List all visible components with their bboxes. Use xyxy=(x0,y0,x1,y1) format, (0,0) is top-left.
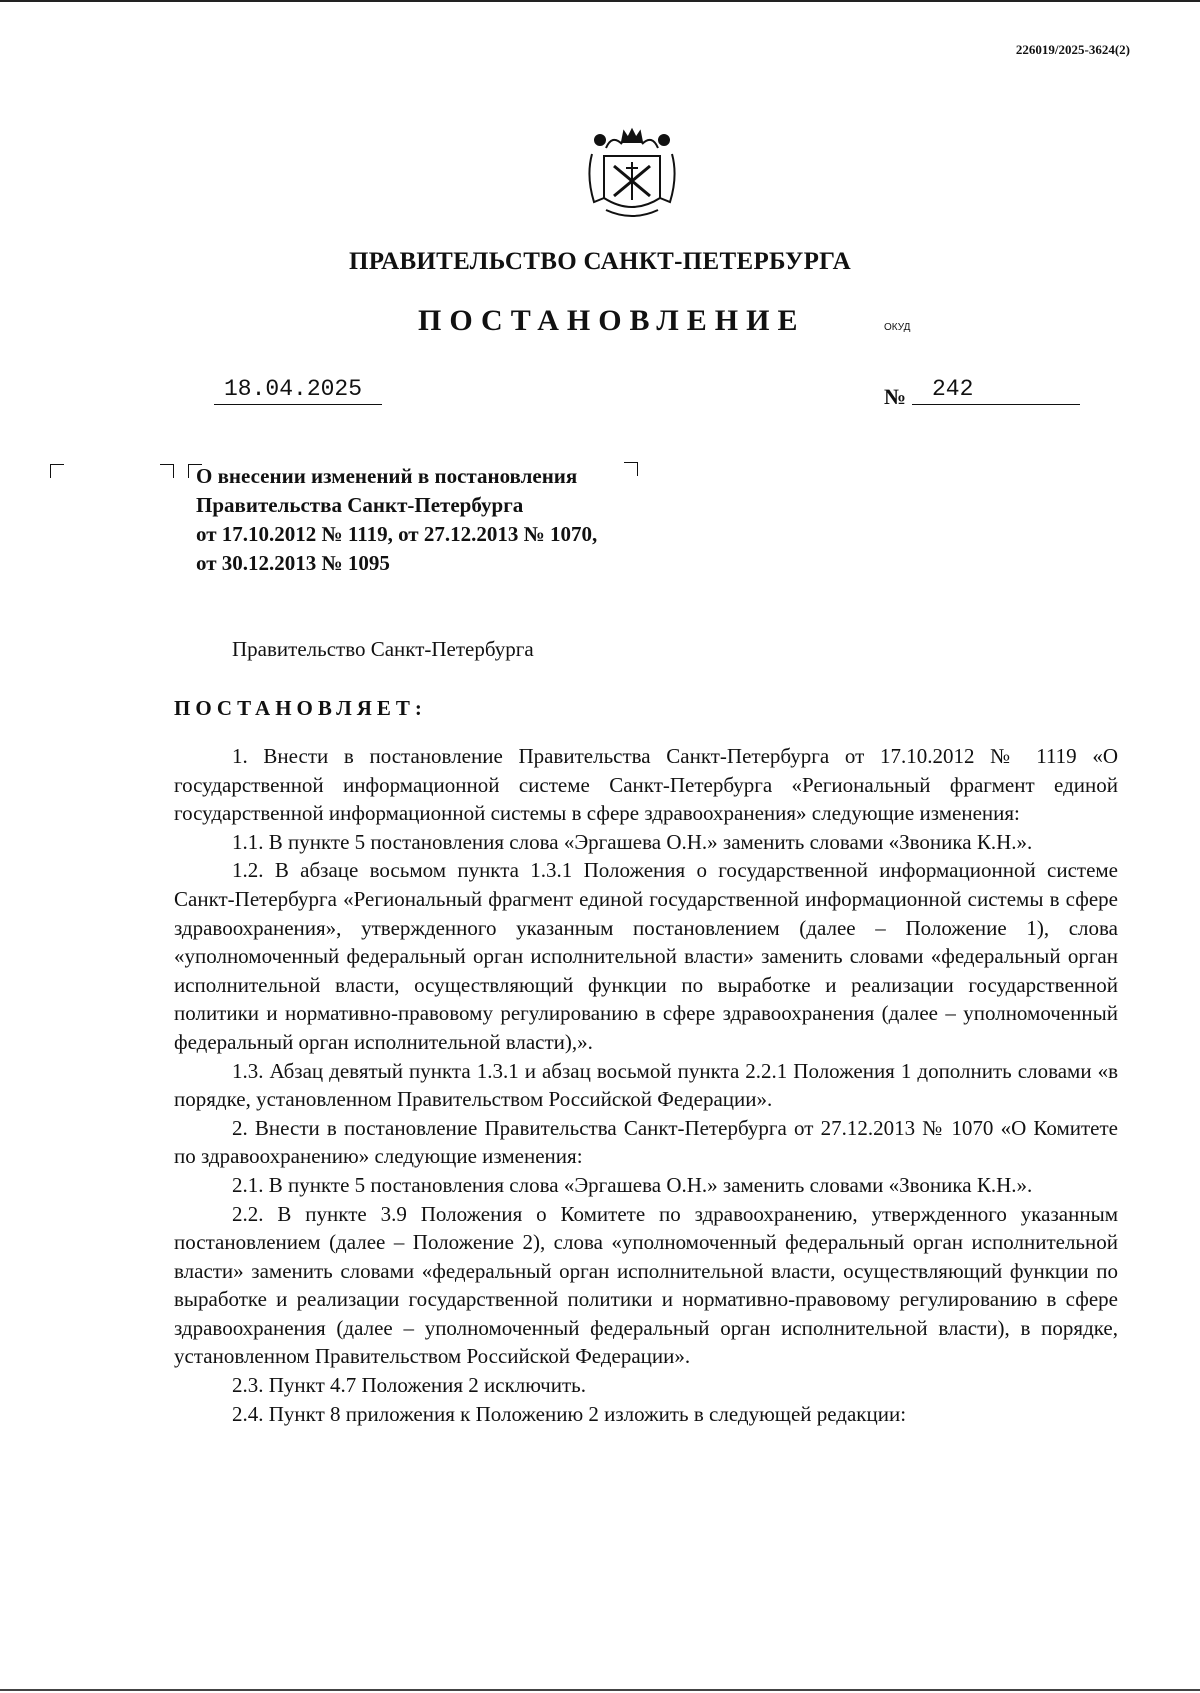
government-title: ПРАВИТЕЛЬСТВО САНКТ-ПЕТЕРБУРГА xyxy=(348,248,852,275)
document-subject xyxy=(196,462,676,578)
corner-mark xyxy=(50,464,64,478)
document-number: 242 xyxy=(912,376,1080,405)
paragraph: 1.1. В пункте 5 постановления слова «Эргашева О.Н.» заменить словами «Звоника К.Н.». xyxy=(232,829,1033,854)
preamble: Правительство Санкт-Петербурга xyxy=(232,637,534,661)
document-type: ПОСТАНОВЛЕНИЕ xyxy=(418,304,806,337)
okud-label: ОКУД xyxy=(884,322,911,333)
corner-mark xyxy=(160,464,174,478)
document-body xyxy=(174,742,1118,1428)
subject-line: О внесении изменений в постановления xyxy=(196,464,578,488)
number-sign: № xyxy=(884,384,907,409)
paragraph: 1.2. В абзаце восьмом пункта 1.3.1 Положения о государственной информационной системе Санкт-Петербурга «Региональный фрагмент единой государственной информационной системы в сфере здравоохранения», утвержденного указанным постановлением (далее – Положение 1), слова «уполномоченный федеральный орган исполнительной власти» заменить словами «федеральный орган исполнительной власти, осуществляющий функции по выработке и реализации государственной политики и нормативно-правовому регулированию в сфере здравоохранения (далее – уполномоченный федеральный орган исполнительной власти),». xyxy=(174,858,1118,1054)
subject-line: Правительства Санкт-Петербурга xyxy=(196,493,524,517)
subject-line: от 17.10.2012 № 1119, от 27.12.2013 № 1070, xyxy=(196,522,598,546)
paragraph: 1. Внести в постановление Правительства Санкт-Петербурга от 17.10.2012 № 1119 «О государственной информационной системе Санкт-Петербурга «Региональный фрагмент единой государственной информационной системы в сфере здравоохранения» следующие изменения: xyxy=(174,744,1118,826)
paragraph: 2.2. В пункте 3.9 Положения о Комитете по здравоохранению, утвержденного указанным постановлением (далее – Положение 2), слова «уполномоченный федеральный орган исполнительной власти» заменить словами «федеральный орган исполнительной власти, осуществляющий функции по выработке и реализации государственной политики и нормативно-правовому регулированию в сфере здравоохранения (далее – уполномоченный федеральный орган исполнительной власти), в порядке, установленном Правительством Российской Федерации». xyxy=(174,1201,1118,1369)
paragraph: 1.3. Абзац девятый пункта 1.3.1 и абзац восьмой пункта 2.2.1 Положения 1 дополнить словами «в порядке, установленном Правительством Российской Федерации». xyxy=(174,1058,1118,1112)
document-date: 18.04.2025 xyxy=(214,376,382,405)
scan-edge-bottom xyxy=(0,1689,1200,1691)
coat-of-arms-icon xyxy=(578,126,686,226)
paragraph: 2. Внести в постановление Правительства Санкт-Петербурга от 27.12.2013 № 1070 «О Комитете по здравоохранению» следующие изменения: xyxy=(174,1115,1118,1169)
scan-edge-top xyxy=(0,0,1200,2)
paragraph: 2.1. В пункте 5 постановления слова «Эргашева О.Н.» заменить словами «Звоника К.Н.». xyxy=(232,1172,1033,1197)
decree-word: ПОСТАНОВЛЯЕТ: xyxy=(174,696,427,720)
paragraph: 2.4. Пункт 8 приложения к Положению 2 изложить в следующей редакции: xyxy=(232,1401,907,1426)
paragraph: 2.3. Пункт 4.7 Положения 2 исключить. xyxy=(232,1373,586,1398)
document-id: 226019/2025-3624(2) xyxy=(1015,42,1130,57)
subject-line: от 30.12.2013 № 1095 xyxy=(196,551,390,575)
